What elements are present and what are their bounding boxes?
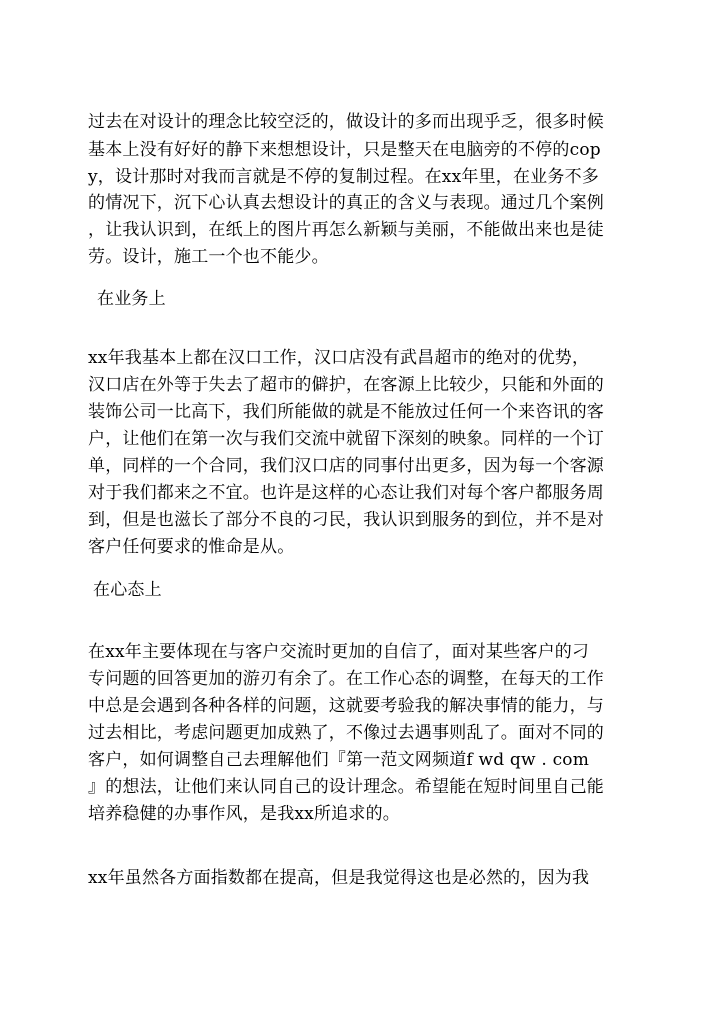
paragraph-3-line-1: 在xx年主要体现在与客户交流时更加的自信了，面对某些客户的刁 <box>88 642 590 662</box>
section-heading-mindset: 在心态上 <box>93 580 162 600</box>
paragraph-2-line-3: 装饰公司一比高下，我们所能做的就是不能放过任何一个来咨讯的客 <box>88 402 604 422</box>
paragraph-1-line-2: 基本上没有好好的静下来想想设计，只是整天在电脑旁的不停的cop <box>88 140 601 160</box>
paragraph-3-line-5: 客户，如何调整自己去理解他们『第一范文网频道f wd qw . com <box>88 750 590 770</box>
paragraph-1-line-5: ，让我认识到，在纸上的图片再怎么新颖与美丽，不能做出来也是徒 <box>88 220 604 240</box>
paragraph-3-line-2: 专问题的回答更加的游刃有余了。在工作心态的调整，在每天的工作 <box>88 669 604 689</box>
paragraph-3-line-4: 过去相比，考虑问题更加成熟了，不像过去遇事则乱了。面对不同的 <box>88 723 604 743</box>
paragraph-3-line-6: 』的想法，让他们来认同自己的设计理念。希望能在短时间里自己能 <box>88 777 604 797</box>
paragraph-2-line-2: 汉口店在外等于失去了超市的僻护，在客源上比较少，只能和外面的 <box>88 375 604 395</box>
paragraph-4-line-1: xx年虽然各方面指数都在提高，但是我觉得这也是必然的，因为我 <box>88 868 590 888</box>
section-heading-business: 在业务上 <box>97 289 166 309</box>
paragraph-2-line-1: xx年我基本上都在汉口工作，汉口店没有武昌超市的绝对的优势， <box>88 348 590 368</box>
paragraph-1-line-4: 的情况下，沉下心认真去想设计的真正的含义与表现。通过几个案例 <box>88 193 604 213</box>
paragraph-1-line-6: 劳。设计，施工一个也不能少。 <box>88 247 329 267</box>
paragraph-2-line-5: 单，同样的一个合同，我们汉口店的同事付出更多，因为每一个客源 <box>88 456 604 476</box>
paragraph-2-line-7: 到，但是也滋长了部分不良的刁民，我认识到服务的到位，并不是对 <box>88 510 604 530</box>
paragraph-2-line-8: 客户任何要求的惟命是从。 <box>88 537 295 557</box>
paragraph-3-line-3: 中总是会遇到各种各样的问题，这就要考验我的解决事情的能力，与 <box>88 696 604 716</box>
paragraph-2-line-6: 对于我们都来之不宜。也许是这样的心态让我们对每个客户都服务周 <box>88 483 604 503</box>
paragraph-1-line-1: 过去在对设计的理念比较空泛的，做设计的多而出现乎乏，很多时候 <box>88 112 604 132</box>
paragraph-3-line-7: 培养稳健的办事作风，是我xx所追求的。 <box>88 804 400 824</box>
paragraph-2-line-4: 户，让他们在第一次与我们交流中就留下深刻的映象。同样的一个订 <box>88 429 604 449</box>
paragraph-1-line-3: y，设计那时对我而言就是不停的复制过程。在xx年里，在业务不多 <box>88 167 599 187</box>
